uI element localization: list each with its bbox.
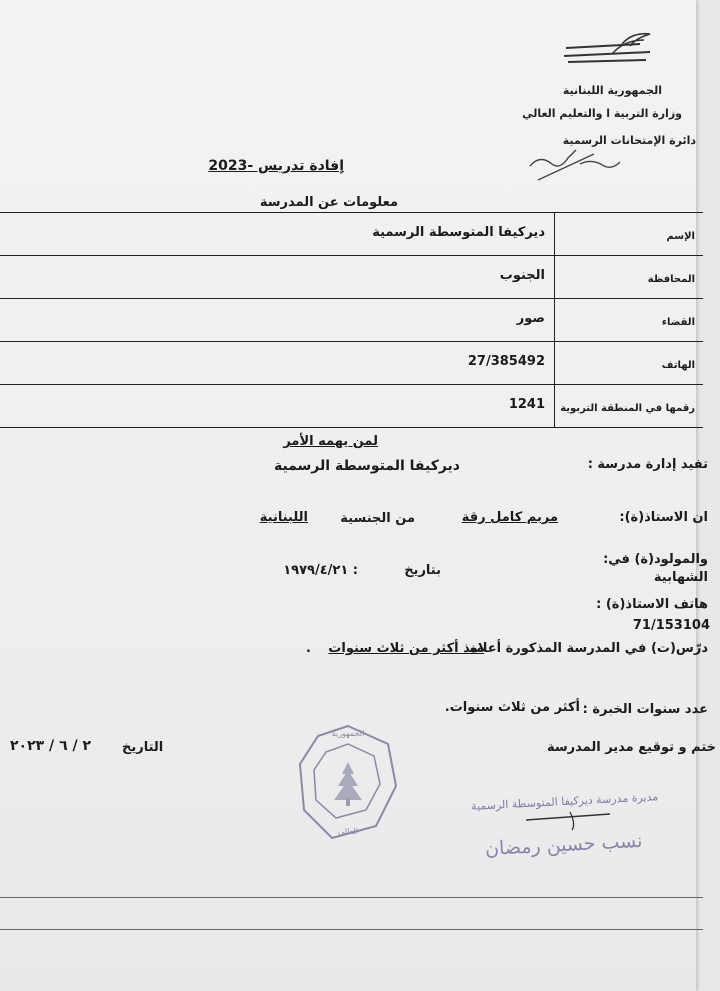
governorate-value: الجنوب	[499, 268, 545, 283]
row-label: القضاء	[554, 299, 703, 341]
document-title: إفادة تدريس -2023	[208, 158, 344, 174]
row-label: الهاتف	[554, 342, 703, 384]
phone-value: 27/385492	[467, 354, 545, 369]
school-info-table	[0, 212, 703, 428]
teacher-label: ان الاستاذ(ة):	[619, 510, 708, 525]
period-mark: .	[306, 641, 311, 656]
director-name: نسب حسين رمضان	[484, 829, 643, 861]
school-number-value: 1241	[508, 397, 545, 412]
nationality-value: اللبنانية	[259, 510, 308, 525]
taught-text: درّس(ت) في المدرسة المذكورة أعلاه	[470, 641, 708, 656]
taught-duration: منذ أكثر من ثلاث سنوات	[328, 641, 484, 656]
intro-text: تفيد إدارة مدرسة :	[587, 457, 708, 472]
divider-line	[0, 929, 703, 930]
table-row	[0, 342, 703, 385]
table-row	[0, 299, 703, 342]
date-label: بتاريخ	[404, 563, 441, 578]
divider-line	[0, 897, 703, 898]
official-stamp-seal	[296, 722, 400, 842]
signature-label: ختم و توقيع مدير المدرسة	[546, 740, 716, 755]
table-row	[0, 256, 703, 299]
date-footer-label: التاريخ	[122, 740, 164, 755]
ministry-logo-icon	[560, 30, 656, 70]
certificate-school-name: ديركيفا المتوسطة الرسمية	[273, 458, 460, 474]
svg-text:العالي: العالي	[337, 827, 359, 836]
row-label: رقمها في المنطقة التربوية	[554, 385, 703, 427]
teacher-name: مريم كامل رقة	[461, 510, 558, 525]
birth-date: : ١٩٧٩/٤/٢١	[283, 563, 358, 578]
table-row	[0, 385, 703, 428]
district-value: صور	[516, 311, 545, 326]
republic-header: الجمهورية اللبنانية	[562, 84, 662, 97]
handwritten-reference-mark	[520, 140, 630, 184]
experience-value: أكثر من ثلاث سنوات.	[444, 700, 580, 715]
birthplace: الشهابية	[653, 570, 708, 585]
table-row	[0, 213, 703, 256]
section-title: معلومات عن المدرسة	[259, 195, 398, 210]
row-label: الإسم	[554, 213, 703, 255]
to-whom-heading: لمن يهمه الأمر	[283, 434, 378, 449]
svg-text:الجمهورية: الجمهورية	[331, 729, 365, 738]
school-name-value: ديركيفا المتوسطة الرسمية	[372, 225, 545, 240]
teacher-phone-label: هاتف الاستاذ(ة) :	[596, 597, 708, 612]
date-footer-value: ٢ / ٦ / ٢٠٢٣	[10, 738, 92, 754]
department-header: دائرة الإمتحانات الرسمية	[562, 134, 696, 147]
director-stamp-title: مديرة مدرسة ديركيفا المتوسطة الرسمية	[470, 790, 659, 813]
row-label: المحافظة	[554, 256, 703, 298]
nationality-label: من الجنسية	[340, 511, 415, 526]
director-signature	[520, 806, 620, 832]
born-label: والمولود(ة) في:	[603, 552, 708, 567]
teacher-phone: 71/153104	[632, 618, 710, 633]
ministry-header: وزارة التربية ا والتعليم العالي	[522, 107, 682, 120]
experience-label: عدد سنوات الخبرة :	[582, 702, 708, 717]
